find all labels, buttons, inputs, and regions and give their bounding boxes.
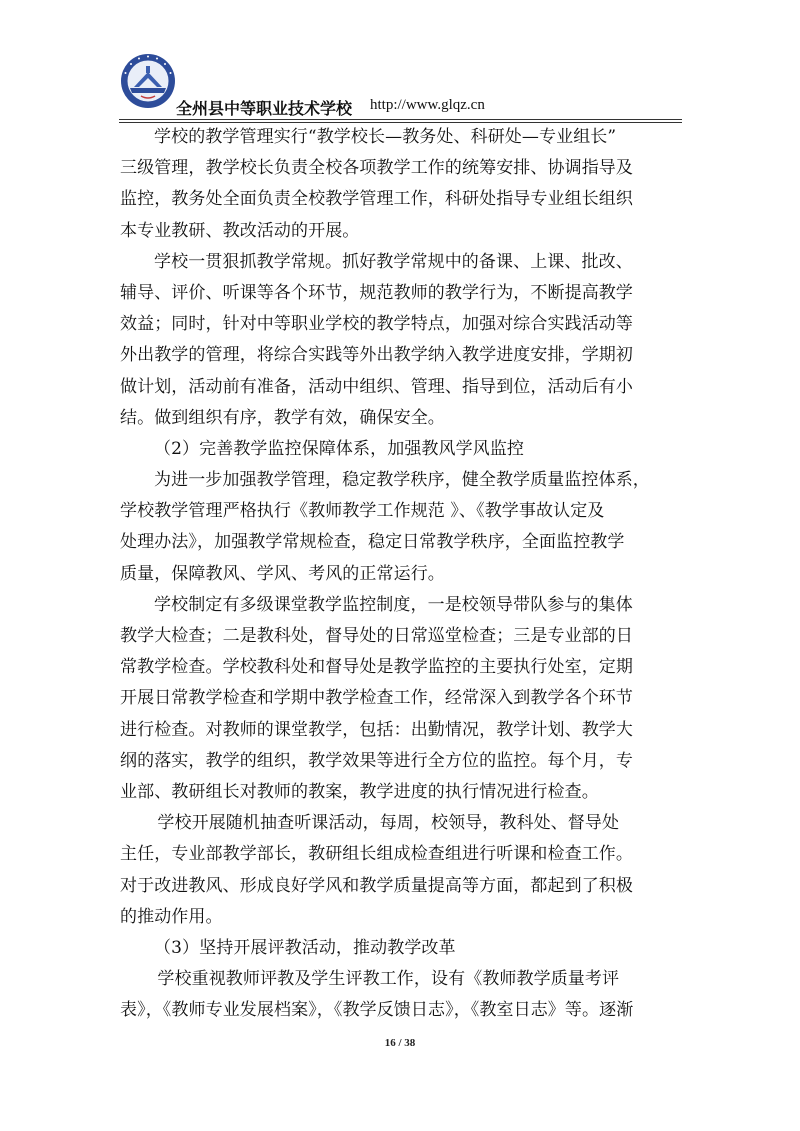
text-line: 进行检查。对教师的课堂教学，包括：出勤情况，教学计划、教学大 bbox=[120, 719, 633, 740]
text-line: 效益；同时，针对中等职业学校的教学特点，加强对综合实践活动等 bbox=[120, 314, 633, 335]
text-line: 监控，教务处全面负责全校教学管理工作，科研处指导专业组长组织 bbox=[120, 189, 633, 210]
page-number: 16 / 38 bbox=[384, 1037, 416, 1049]
text-line: 业部、教研组长对教师的教案，教学进度的执行情况进行检查。 bbox=[120, 781, 599, 802]
text-line: 外出教学的管理，将综合实践等外出教学纳入教学进度安排，学期初 bbox=[120, 345, 633, 366]
text-line: 本专业教研、教改活动的开展。 bbox=[120, 220, 360, 241]
text-line: （2）完善教学监控保障体系，加强教风学风监控 bbox=[154, 438, 525, 459]
text-line: 教学大检查；二是教科处，督导处的日常巡堂检查；三是专业部的日 bbox=[120, 626, 633, 646]
school-url[interactable]: http://www.glqz.cn bbox=[370, 97, 485, 113]
text-line: 对于改进教风、形成良好学风和教学质量提高等方面，都起到了积极 bbox=[120, 875, 633, 896]
document-body bbox=[120, 122, 690, 1026]
text-line: 学校制定有多级课堂教学监控制度，一是校领导带队参与的集体 bbox=[154, 594, 633, 615]
header-divider bbox=[119, 119, 682, 120]
school-emblem-icon bbox=[119, 52, 177, 110]
text-line: 学校开展随机抽查听课活动，每周，校领导，教科处、督导处 bbox=[157, 813, 620, 834]
text-line: 学校重视教师评教及学生评教工作，设有《教师教学质量考评 bbox=[157, 969, 620, 990]
text-line: 常教学检查。学校教科处和督导处是教学监控的主要执行处室，定期 bbox=[120, 657, 633, 678]
text-line: 纲的落实，教学的组织，教学效果等进行全方位的监控。每个月，专 bbox=[120, 750, 633, 771]
text-line: 处理办法》，加强教学常规检查，稳定日常教学秩序，全面监控教学 bbox=[120, 532, 625, 553]
text-line: 学校教学管理严格执行《教师教学工作规范 》、《教学事故认定及 bbox=[120, 501, 605, 522]
text-line: 质量，保障教风、学风、考风的正常运行。 bbox=[120, 563, 445, 584]
text-line: 结。做到组织有序，教学有效，确保安全。 bbox=[120, 407, 445, 428]
text-line: 的推动作用。 bbox=[120, 906, 223, 927]
school-name: 全州县中等职业技术学校 bbox=[176, 99, 353, 118]
text-line: 学校的教学管理实行“教学校长—教务处、科研处—专业组长” bbox=[154, 127, 617, 147]
text-line: 表》，《教师专业发展档案》，《教学反馈日志》，《教室日志》等。逐渐 bbox=[120, 1000, 634, 1021]
text-line: 主任，专业部教学部长，教研组长组成检查组进行听课和检查工作。 bbox=[120, 844, 633, 865]
text-line: 三级管理，教学校长负责全校各项教学工作的统筹安排、协调指导及 bbox=[120, 158, 633, 179]
text-line: 做计划，活动前有准备，活动中组织、管理、指导到位，活动后有小 bbox=[120, 376, 633, 397]
text-line: （3）坚持开展评教活动，推动教学改革 bbox=[154, 937, 456, 958]
text-line: 为进一步加强教学管理，稳定教学秩序，健全教学质量监控体系， bbox=[154, 470, 650, 491]
text-line: 开展日常教学检查和学期中教学检查工作，经常深入到教学各个环节 bbox=[120, 688, 633, 709]
text-line: 学校一贯狠抓教学常规。抓好教学常规中的备课、上课、批改、 bbox=[154, 251, 633, 272]
text-line: 辅导、评价、听课等各个环节，规范教师的教学行为，不断提高教学 bbox=[120, 282, 633, 303]
